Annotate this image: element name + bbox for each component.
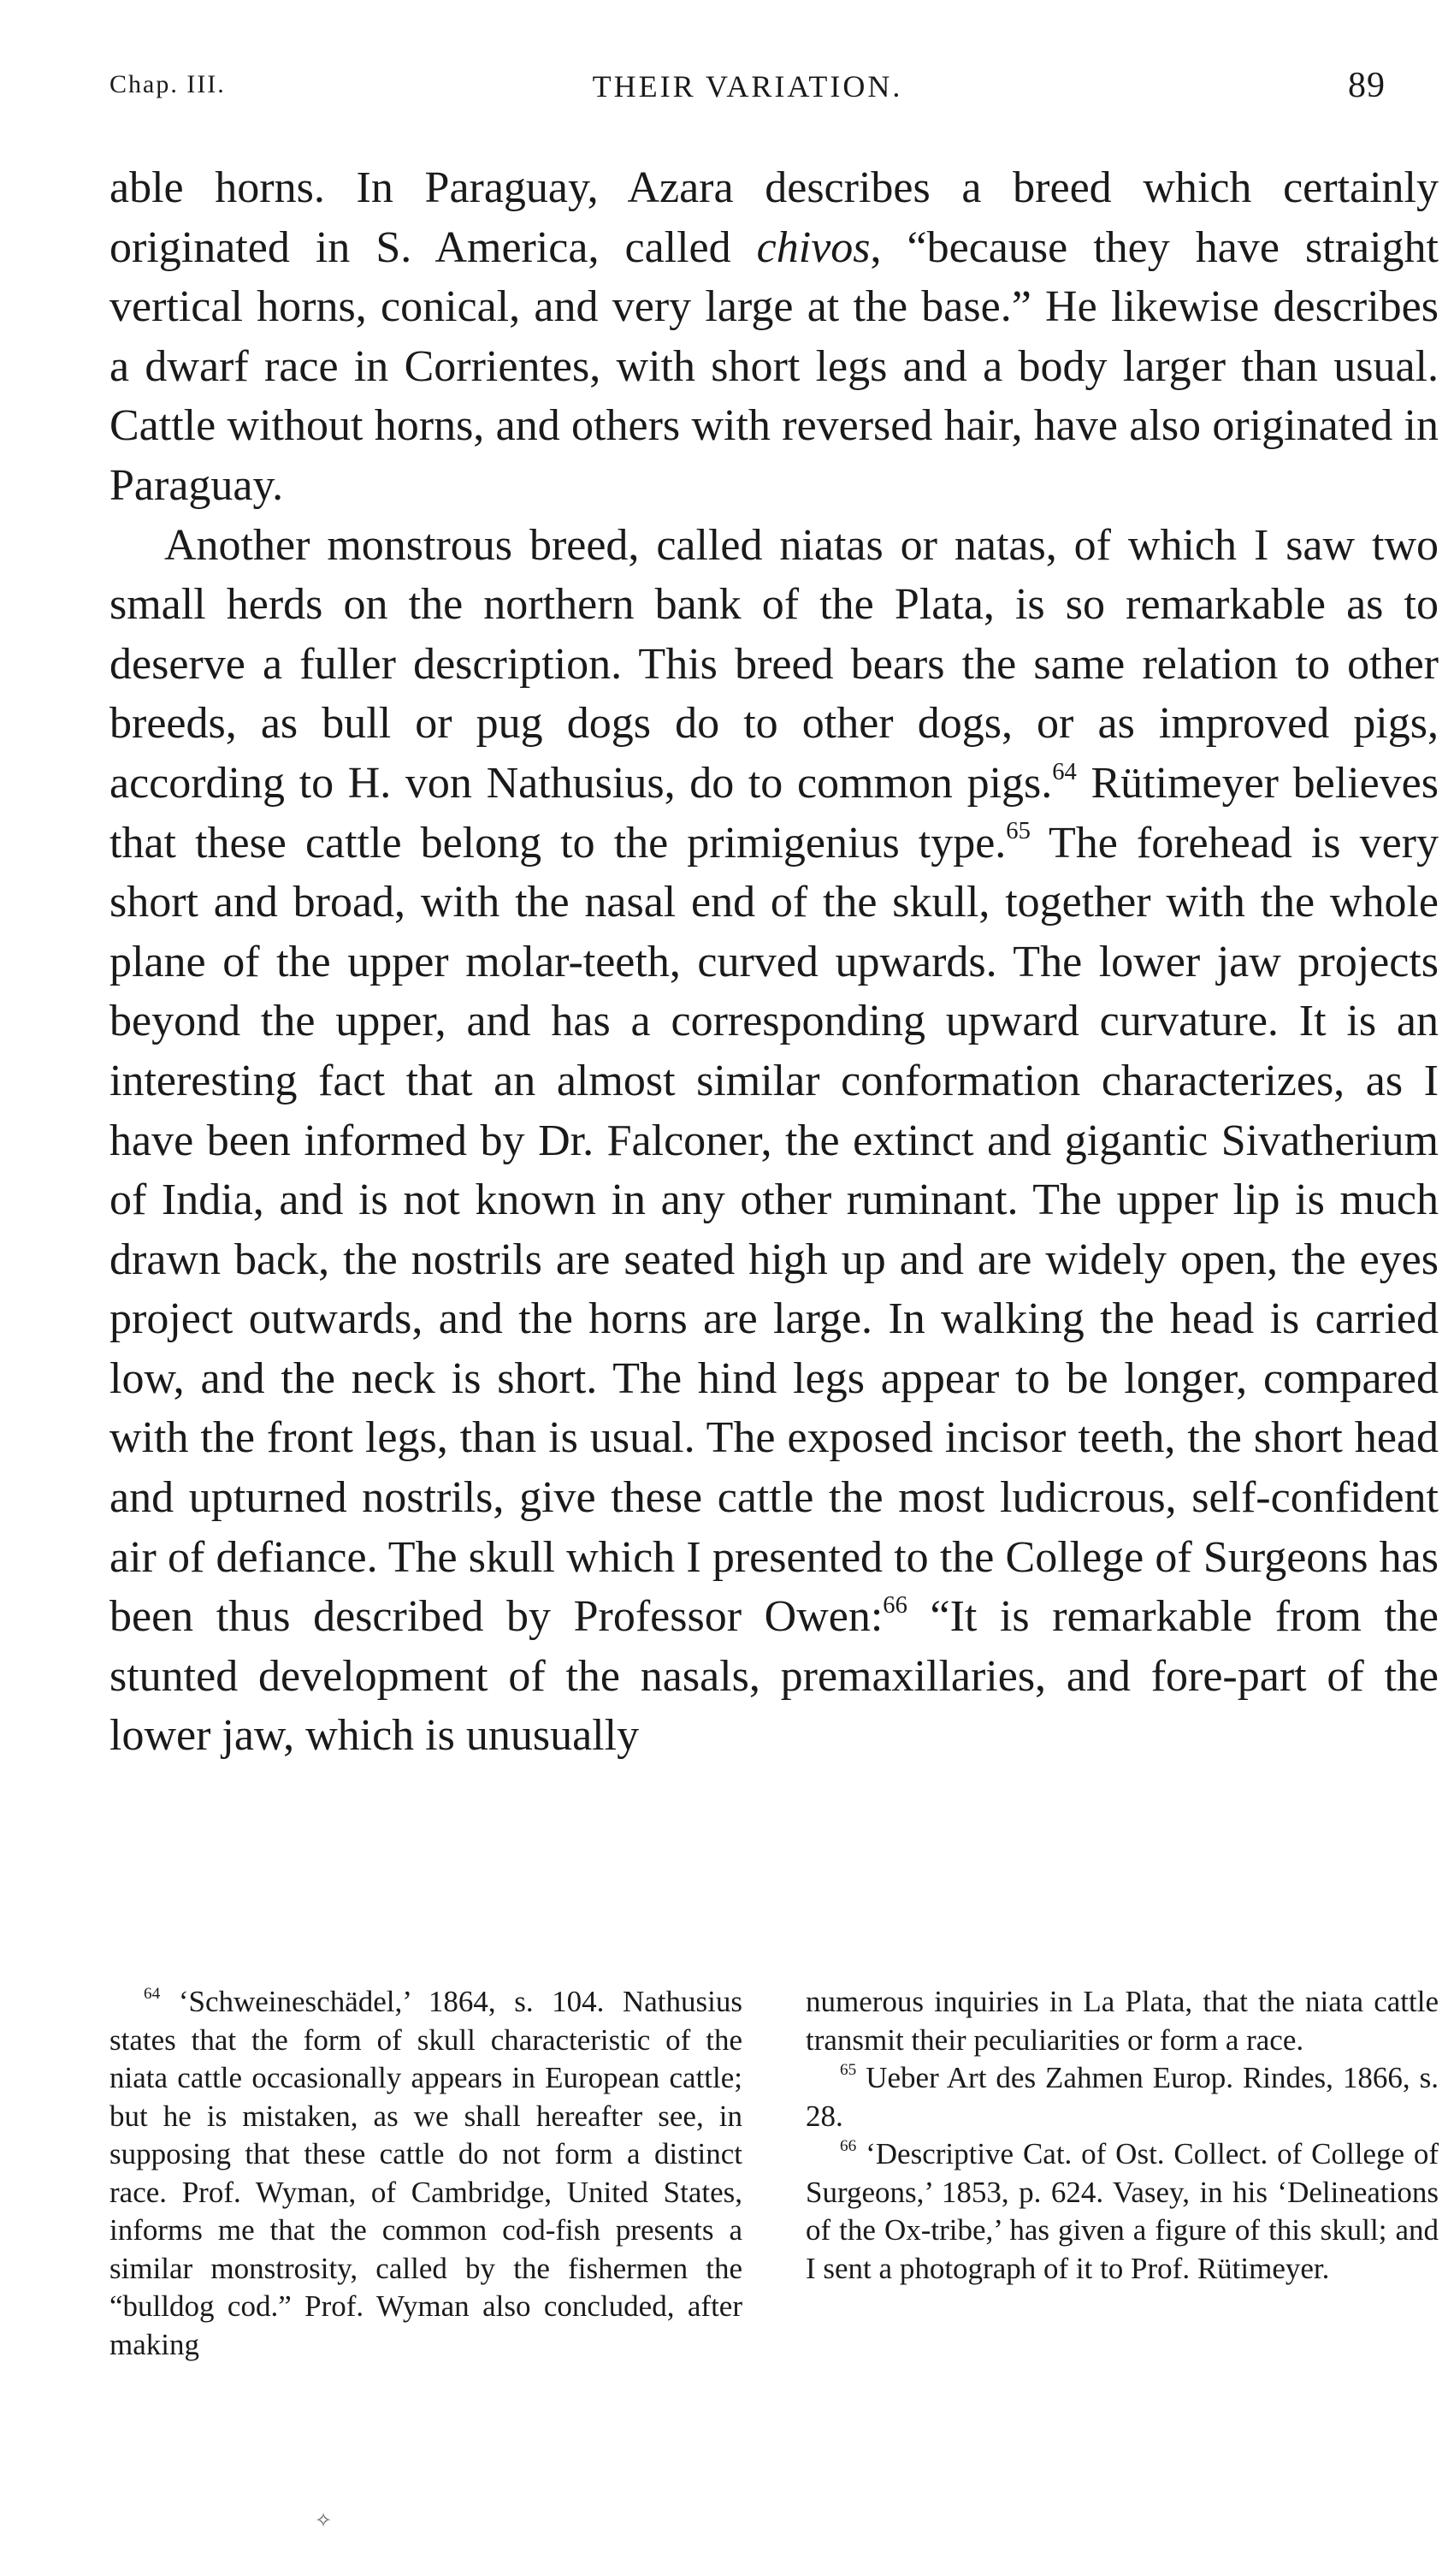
paragraph-text: The forehead is very short and broad, with the nasal end of the skull, together with the whole plane of the upper molar-teeth, curved upwards. The lower jaw projects beyond the upper, and has a corresponding upward curvature. It is an interesting fact that an almost similar conformation characterizes, as I have been informed by Dr. Falconer, the extinct and gigantic Sivatherium of India, and is not known in any other ruminant. The upper lip is much drawn back, the nostrils are seated high up and are widely open, the eyes project outwards, and the horns are large. In walking the head is carried low, and the neck is short. The hind legs appear to be longer, compared with the front legs, than is usual. The exposed incisor teeth, the short head and upturned nostrils, give these cattle the most ludicrous, self-confident air of defiance. The skull which I presented to the College of Surgeons has been thus described by Professor Owen:: [109, 818, 1439, 1642]
paragraph: [109, 158, 1439, 516]
running-title: THEIR VARIATION.: [592, 69, 903, 104]
chapter-label: Chap. III.: [109, 70, 226, 98]
footnote-column-left: [109, 1983, 742, 2364]
footnote-ref-64: 64: [1052, 758, 1077, 785]
footnote-65: [806, 2059, 1439, 2135]
footnote-number: 65: [840, 2061, 857, 2080]
footnote-text: ‘Descriptive Cat. of Ost. Collect. of College of Surgeons,’ 1853, p. 624. Vasey, in his ‘Delineations of the Ox-tribe,’ has given a figure of this skull; and I sent a photograph of it to Prof. Rütimeyer.: [806, 2137, 1439, 2285]
running-header: [109, 60, 1386, 120]
footnote-column-right: [806, 1983, 1439, 2364]
italic-term: chivos: [756, 222, 871, 272]
signature-mark: ✧: [315, 2510, 333, 2532]
footnote-ref-66: 66: [883, 1592, 907, 1620]
footnote-number: 64: [144, 1985, 161, 2004]
footnote-text: ‘Schweineschädel,’ 1864, s. 104. Nathusius states that the form of skull characteristic of the niata cattle occasionally appears in European cattle; but he is mistaken, as we shall hereafter see, in supposing that these cattle do not form a distinct race. Prof. Wyman, of Cambridge, United States, informs me that the common cod-fish presents a similar monstrosity, called by the fishermen the “bulldog cod.” Prof. Wyman also concluded, after making: [109, 1985, 742, 2361]
footnote-ref-65: 65: [1006, 818, 1031, 845]
paragraph-text: “It is remarkable from the stunted development of the nasals, premaxillaries, and fore-part of the lower jaw, which is unusually: [109, 1592, 1439, 1761]
footnote-text: Ueber Art des Zahmen Europ. Rindes, 1866, s. 28.: [806, 2061, 1439, 2133]
footnote-number: 66: [840, 2137, 857, 2156]
paragraph-text: able horns. In Paraguay, Azara describes a breed which certainly originated in S. America, called: [109, 163, 1439, 272]
paragraph: [109, 516, 1439, 1766]
main-text: [109, 158, 1439, 1766]
paragraph-text: Rütimeyer believes that these cattle belong to the primigenius type.: [109, 758, 1439, 868]
footnote-64: [109, 1983, 742, 2364]
page-number: 89: [1348, 66, 1386, 105]
paragraph-text: , “because they have straight vertical horns, conical, and very large at the base.” He likewise describes a dwarf race in Corrientes, with short legs and a body larger than usual. Cattle without horns, and others with reversed hair, have also originated in Paraguay.: [109, 222, 1439, 510]
footnote-66: [806, 2135, 1439, 2288]
footnotes: [109, 1983, 1439, 2364]
paragraph-text: Another monstrous breed, called niatas or natas, of which I saw two small herds on the northern bank of the Plata, is so remarkable as to deserve a fuller description. This breed bears the same relation to other breeds, as bull or pug dogs do to other dogs, or as improved pigs, according to H. von Nathusius, do to common pigs.: [109, 520, 1439, 808]
footnote-64-continued: numerous inquiries in La Plata, that the niata cattle transmit their peculiarities or form a race.: [806, 1985, 1439, 2057]
